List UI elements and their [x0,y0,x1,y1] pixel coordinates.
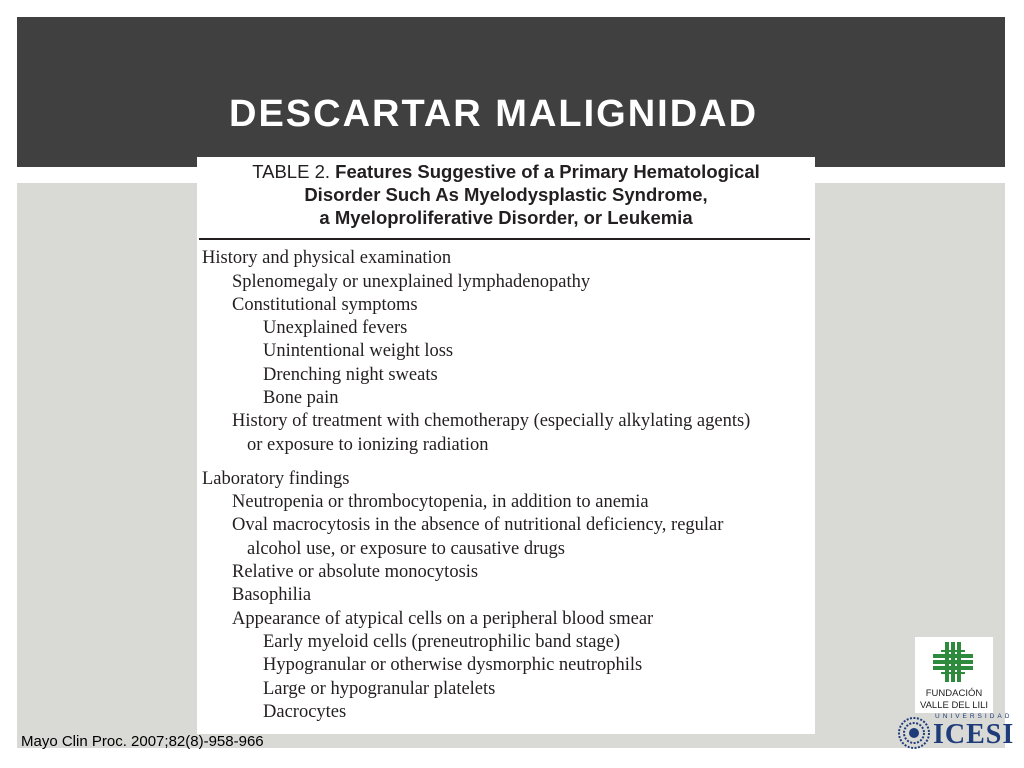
table-row: Appearance of atypical cells on a peripheral blood smear [232,609,654,629]
table-row: Splenomegaly or unexplained lymphadenopathy [232,272,591,292]
citation-text: Mayo Clin Proc. 2007;82(8)-958-966 [21,733,264,750]
table-top-rule [199,238,810,240]
table-row: History of treatment with chemotherapy (especially alkylating agents) [232,411,751,431]
table-caption-line-2: Disorder Such As Myelodysplastic Syndrome, [304,184,708,205]
table-row: Dacrocytes [263,702,347,722]
table-row: Bone pain [263,388,339,408]
fundacion-valle-del-lili-logo [915,637,993,713]
table-row: History and physical examination [202,248,452,268]
table-row: Large or hypogranular platelets [263,679,496,699]
table-row: Early myeloid cells (preneutrophilic band stage) [263,632,621,652]
icesi-emblem-icon [897,716,931,750]
table-row: Unexplained fevers [263,318,408,338]
slide-title: DESCARTAR MALIGNIDAD [229,93,759,135]
fvl-line-2: VALLE DEL LILI [919,700,989,711]
table-row: Basophilia [232,585,312,605]
table-caption-line-3: a Myeloproliferative Disorder, or Leukemia [319,207,693,228]
table-row: Hypogranular or otherwise dysmorphic neutrophils [263,655,643,675]
table-caption-line-1 [197,161,815,183]
icesi-subtitle: UNIVERSIDAD [935,713,1013,720]
fvl-line-1: FUNDACIÓN [925,688,983,699]
table-row: Relative or absolute monocytosis [232,562,479,582]
table-row: Laboratory findings [202,469,350,489]
table-row: Drenching night sweats [263,365,438,385]
table-figure [197,157,815,734]
table-row: Unintentional weight loss [263,341,454,361]
icesi-logo [897,713,1015,753]
icesi-wordmark: ICESI [933,719,1015,750]
table-row: Constitutional symptoms [232,295,418,315]
table-label: TABLE 2. [252,161,331,182]
fvl-cross-icon [915,639,993,685]
table-row: or exposure to ionizing radiation [247,435,489,455]
table-caption-text-1: Features Suggestive of a Primary Hematological [335,161,760,182]
table-row: Oval macrocytosis in the absence of nutritional deficiency, regular [232,515,724,535]
table-row: alcohol use, or exposure to causative drugs [247,539,566,559]
table-row: Neutropenia or thrombocytopenia, in addition to anemia [232,492,649,512]
title-bar [17,17,1005,167]
